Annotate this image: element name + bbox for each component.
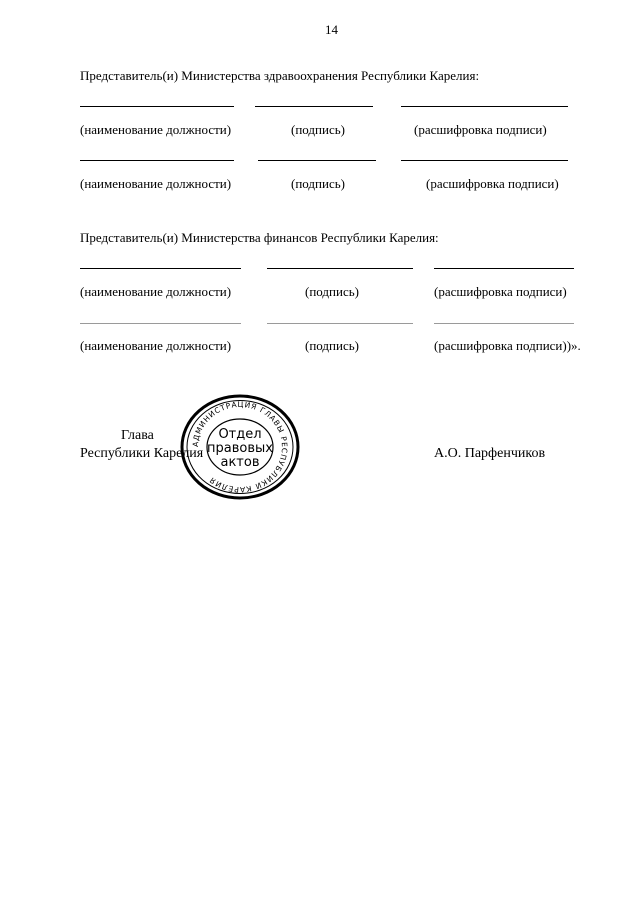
finance-row2-position-caption: (наименование должности) <box>80 338 232 353</box>
finance-row1-decoding-caption: (расшифровка подписи) <box>434 284 567 299</box>
finance-row2-signature-caption: (подпись) <box>305 338 359 353</box>
finance-row1-position-caption: (наименование должности) <box>80 284 232 299</box>
finance-section-heading: Представитель(и) Министерства финансов Республики Карелия: <box>80 230 439 245</box>
finance-row1-position-line <box>80 268 241 269</box>
official-stamp <box>178 394 302 500</box>
finance-row2-decoding-caption: (расшифровка подписи))». <box>434 338 581 353</box>
health-row1-decoding-line <box>401 106 568 107</box>
health-row1-position-caption: (наименование должности) <box>80 122 232 137</box>
health-row2-decoding-line <box>401 160 568 161</box>
health-row2-decoding-caption: (расшифровка подписи) <box>426 176 559 191</box>
health-row2-position-line <box>80 160 234 161</box>
health-row1-position-line <box>80 106 234 107</box>
finance-row2-position-line <box>80 323 241 324</box>
finance-row2-signature-line <box>267 323 413 324</box>
finance-row2-decoding-line <box>434 323 574 324</box>
svg-text:АДМИНИСТРАЦИЯ ГЛАВЫ РЕСПУБЛИКИ: АДМИНИСТРАЦИЯ ГЛАВЫ РЕСПУБЛИКИ КАРЕЛИЯ <box>190 399 290 495</box>
signer-title-line2: Республики Карелия <box>80 446 204 461</box>
finance-row1-decoding-line <box>434 268 574 269</box>
health-row2-position-caption: (наименование должности) <box>80 176 232 191</box>
health-row2-signature-line <box>258 160 376 161</box>
health-row1-signature-caption: (подпись) <box>291 122 345 137</box>
health-section-heading: Представитель(и) Министерства здравоохранения Республики Карелия: <box>80 68 480 83</box>
health-row1-signature-line <box>255 106 373 107</box>
health-row2-signature-caption: (подпись) <box>291 176 345 191</box>
finance-row1-signature-caption: (подпись) <box>305 284 359 299</box>
svg-text:правовых: правовых <box>207 441 273 456</box>
finance-row1-signature-line <box>267 268 413 269</box>
signer-name: А.О. Парфенчиков <box>434 446 546 461</box>
svg-text:актов: актов <box>220 455 260 470</box>
signer-title-line1: Глава <box>121 428 154 443</box>
page-number: 14 <box>325 22 338 37</box>
svg-text:Отдел: Отдел <box>218 427 262 442</box>
health-row1-decoding-caption: (расшифровка подписи) <box>414 122 547 137</box>
